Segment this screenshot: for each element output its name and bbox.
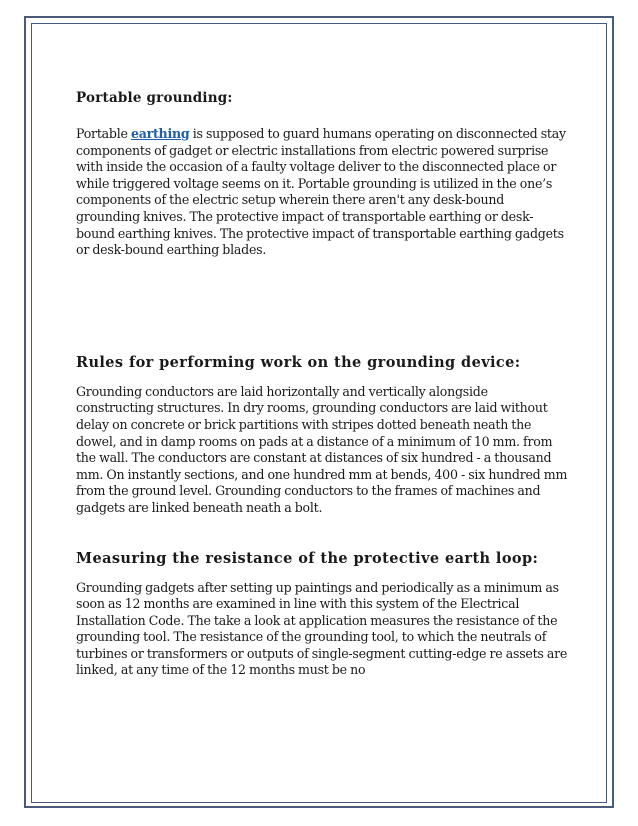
section-heading: Rules for performing work on the grounding device: <box>76 353 521 371</box>
earthing-link[interactable]: earthing <box>130 126 190 141</box>
section-heading: Measuring the resistance of the protective earth loop: <box>76 549 539 567</box>
section-grounding-rules <box>76 354 568 517</box>
section-paragraph: Grounding gadgets after setting up paintings and periodically as a minimum as soon as 12 months are examined in line with this system of the Electrical Installation Code. The take a look at application measures the resistance of the grounding tool. The resistance of the grounding tool, to which the neutrals of turbines or transformers or outputs of single-segment cutting-edge re assets are linked, at any time of the 12 months must be no <box>76 579 568 678</box>
section-paragraph: Grounding conductors are laid horizontally and vertically alongside constructing structures. In dry rooms, grounding conductors are laid without delay on concrete or brick partitions with stripes dotted beneath neath the dowel, and in damp rooms on pads at a distance of a minimum of 10 mm. from the wall. The conductors are constant at distances of six hundred - a thousand mm. On instantly sections, and one hundred mm at bends, 400 - six hundred mm from the ground level. Grounding conductors to the frames of machines and gadgets are linked beneath neath a bolt. <box>76 383 568 515</box>
paragraph-text-start: Portable <box>76 126 131 141</box>
section-paragraph <box>76 126 568 259</box>
paragraph-text-rest: is supposed to guard humans operating on disconnected stay components of gadget or electric installations from electric powered surprise with inside the occasion of a faulty voltage deliver to the disconnected place or while triggered voltage seems on it. Portable grounding is utilized in the one’s components of the electric setup wherein there aren't any desk-bound grounding knives. The protective impact of transportable earthing or desk-bound earthing knives. The protective impact of transportable earthing gadgets or desk-bound earthing blades. <box>76 126 566 258</box>
document-body <box>76 90 568 679</box>
section-heading: Portable grounding: <box>76 90 233 106</box>
section-resistance-measurement <box>76 550 568 680</box>
section-portable-grounding <box>76 90 568 259</box>
